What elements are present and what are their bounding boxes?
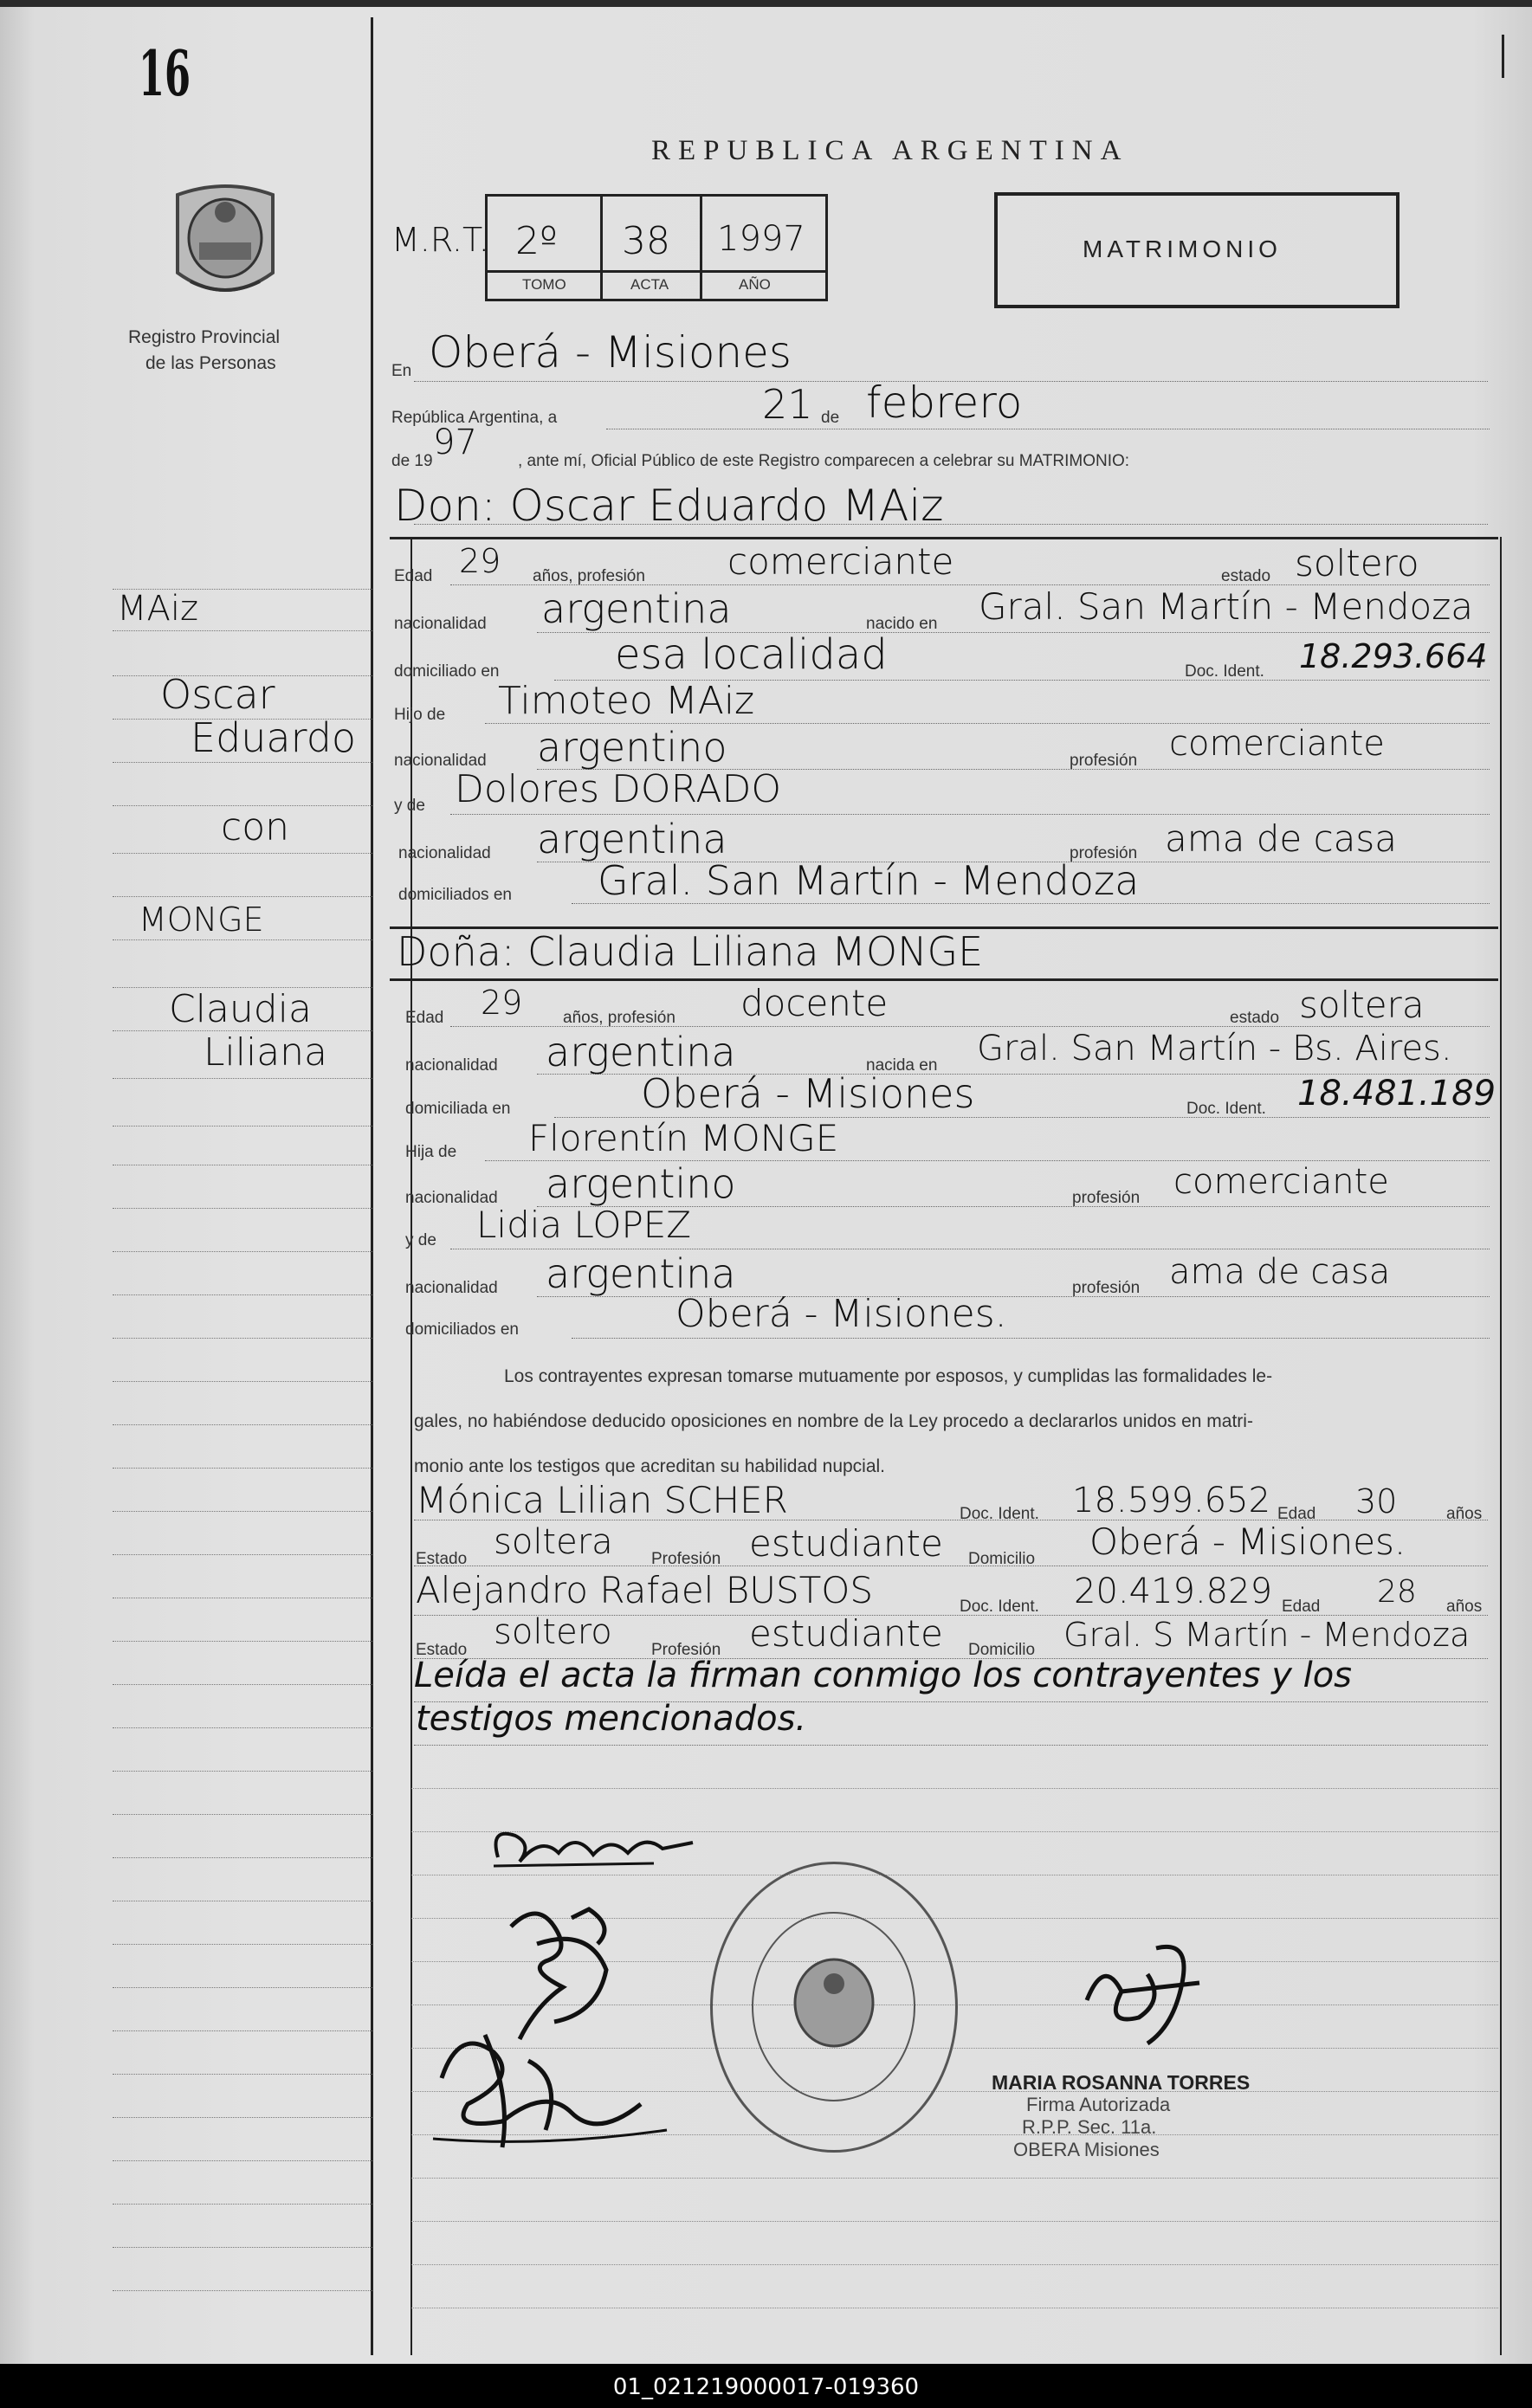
groom-edad-label: Edad	[394, 567, 433, 585]
signature-official	[1070, 1931, 1208, 2052]
bride-padre-prof: comerciante	[1173, 1162, 1389, 1202]
margin-names-bride-2: Liliana	[204, 1030, 327, 1075]
groom-padres-dom: Gral. San Martín - Mendoza	[598, 857, 1140, 904]
bride-doc-label: Doc. Ident.	[1186, 1100, 1266, 1118]
witness1-edad: 30	[1355, 1482, 1398, 1520]
official-title: Firma Autorizada	[1026, 2094, 1171, 2115]
registry-label-line1: Registro Provincial	[128, 327, 281, 347]
witness2-estado: soltero	[494, 1612, 612, 1652]
bride-nacionalidad: argentina	[546, 1029, 736, 1075]
bride-madre-prof-label: profesión	[1072, 1279, 1141, 1297]
mrt-ano-label: AÑO	[739, 276, 771, 293]
groom-madre-prof: ama de casa	[1165, 817, 1398, 860]
bride-estado: soltera	[1299, 984, 1425, 1026]
groom-doc-label: Doc. Ident.	[1185, 662, 1264, 681]
bride-hija-label: Hija de	[405, 1143, 457, 1161]
bride-madre-prof: ama de casa	[1169, 1252, 1391, 1292]
declaration-line-2: gales, no habiéndose deducido oposiciones en nombre de la Ley procedo a declararlos unidos en matri-	[414, 1411, 1253, 1431]
declaration-line-1: Los contrayentes expresan tomarse mutuamente por esposos, y cumplidas las formalidades le-	[504, 1366, 1273, 1386]
signature-groom	[481, 1810, 706, 1879]
margin-line-left	[371, 17, 373, 2355]
groom-estado-label: estado	[1221, 567, 1271, 585]
groom-profesion: comerciante	[727, 540, 954, 583]
footer-bar	[0, 2364, 1532, 2408]
witness2-dom-label: Domicilio	[968, 1641, 1036, 1659]
groom-nacido-label: nacido en	[866, 615, 938, 633]
footer-id: 01_021219000017-019360	[612, 2374, 920, 2400]
mrt-box	[485, 194, 828, 301]
record-type: MATRIMONIO	[1083, 236, 1282, 262]
groom-madre-nac-label: nacionalidad	[398, 844, 491, 862]
closing-line-2: testigos mencionados.	[416, 1699, 807, 1739]
mrt-ano-value: 1997	[717, 219, 805, 259]
groom-nac-label: nacionalidad	[394, 615, 487, 633]
witness2-prof-label: Profesión	[651, 1641, 721, 1659]
groom-padres-dom-label: domiciliados en	[398, 886, 512, 904]
page-number: 16	[139, 36, 191, 110]
groom-padre-nac: argentino	[537, 724, 727, 771]
groom-nacionalidad: argentina	[541, 585, 732, 632]
witness1-anos-label: años	[1446, 1505, 1483, 1523]
official-office: R.P.P. Sec. 11a.	[1022, 2116, 1157, 2138]
groom-dom-label: domiciliado en	[394, 662, 500, 681]
mrt-prefix: M.R.T.	[391, 221, 489, 259]
groom-padre-prof: comerciante	[1169, 724, 1385, 764]
bride-padre: Florentín MONGE	[528, 1117, 839, 1159]
intro-text: , ante mí, Oficial Público de este Registro comparecen a celebrar su MATRIMONIO:	[518, 452, 1130, 470]
bride-padres-dom-label: domiciliados en	[405, 1320, 519, 1339]
witness1-doc-label: Doc. Ident.	[960, 1505, 1039, 1523]
margin-names-groom-2: Eduardo	[191, 714, 357, 761]
registry-label-line2: de las Personas	[145, 353, 276, 373]
margin-surname-bride: MONGE	[139, 901, 264, 939]
mrt-tomo-label: TOMO	[522, 276, 566, 293]
groom-madre-prof-label: profesión	[1070, 844, 1138, 862]
republica-label: República Argentina, a	[391, 409, 558, 427]
witness1-estado: soltera	[494, 1522, 613, 1562]
witness1-dom-label: Domicilio	[968, 1550, 1036, 1568]
closing-line-1: Leída el acta la firman conmigo los contrayentes y los	[414, 1656, 1353, 1695]
witness2-estado-label: Estado	[416, 1641, 468, 1659]
groom-padre-nac-label: nacionalidad	[394, 752, 487, 770]
witness2-profesion: estudiante	[749, 1612, 943, 1655]
mrt-acta-label: ACTA	[630, 276, 669, 293]
bride-madre-nac-label: nacionalidad	[405, 1279, 498, 1297]
place: Oberá - Misiones	[429, 327, 792, 378]
year-prefix: de 19	[391, 452, 433, 470]
groom-yde-label: y de	[394, 797, 425, 815]
margin-names-groom-1: Oscar	[160, 671, 275, 718]
day: 21	[762, 381, 813, 428]
year-suffix: 97	[433, 423, 477, 462]
right-edge-line	[1500, 537, 1502, 2355]
margin-con: con	[221, 805, 289, 849]
witness2-doc: 20.419.829	[1074, 1572, 1273, 1611]
witness2-edad-label: Edad	[1282, 1598, 1321, 1616]
en-label: En	[391, 362, 412, 380]
witness2-edad: 28	[1377, 1574, 1417, 1610]
witness1-name: Mónica Lilian SCHER	[416, 1479, 788, 1521]
groom-padre: Timoteo MAiz	[498, 679, 755, 723]
declaration-line-3: monio ante los testigos que acreditan su habilidad nupcial.	[414, 1456, 886, 1476]
bride-nac-label: nacionalidad	[405, 1056, 498, 1075]
bride-madre-nac: argentina	[546, 1250, 736, 1297]
witness1-doc: 18.599.652	[1072, 1481, 1271, 1520]
bride-estado-label: estado	[1230, 1009, 1280, 1027]
bride-dom-label: domiciliada en	[405, 1100, 511, 1118]
groom-nacido-en: Gral. San Martín - Mendoza	[979, 585, 1473, 628]
witness1-prof-label: Profesión	[651, 1550, 721, 1568]
groom-padre-prof-label: profesión	[1070, 752, 1138, 770]
top-corner-mark	[1502, 35, 1504, 78]
bride-edad: 29	[481, 984, 523, 1022]
margin-surname-groom: MAiz	[117, 589, 198, 629]
bride-doc: 18.481.189	[1297, 1074, 1496, 1114]
witness1-domicilio: Oberá - Misiones.	[1089, 1520, 1406, 1563]
bride-padre-nac: argentino	[546, 1160, 736, 1207]
bride-yde-label: y de	[405, 1231, 436, 1249]
bride-madre: Lidia LOPEZ	[476, 1204, 692, 1246]
month: febrero	[866, 378, 1023, 428]
groom-edad: 29	[459, 542, 501, 580]
groom-anos-label: años, profesión	[533, 567, 645, 585]
bride-domicilio: Oberá - Misiones	[641, 1070, 975, 1117]
witness2-anos-label: años	[1446, 1598, 1483, 1616]
bride-nacida-en: Gral. San Martín - Bs. Aires.	[977, 1029, 1452, 1068]
mrt-tomo-value: 2º	[515, 219, 558, 263]
groom-madre-nac: argentina	[537, 816, 727, 862]
country-title: REPUBLICA ARGENTINA	[651, 135, 1129, 166]
bride-padre-nac-label: nacionalidad	[405, 1189, 498, 1207]
margin-names-bride-1: Claudia	[169, 987, 312, 1031]
bride-anos-label: años, profesión	[563, 1009, 676, 1027]
witness2-name: Alejandro Rafael BUSTOS	[416, 1569, 873, 1611]
witness1-profesion: estudiante	[749, 1522, 943, 1565]
groom-heading: Don: Oscar Eduardo MAiz	[394, 481, 944, 531]
witness1-estado-label: Estado	[416, 1550, 468, 1568]
de-label: de	[821, 409, 840, 427]
bride-padres-dom: Oberá - Misiones.	[676, 1292, 1007, 1336]
bride-profesion: docente	[740, 982, 889, 1024]
mrt-acta-value: 38	[622, 219, 670, 263]
bride-heading: Doña: Claudia Liliana MONGE	[397, 928, 984, 975]
groom-domicilio: esa localidad	[615, 630, 888, 679]
record-type-box	[994, 192, 1399, 308]
bride-padre-prof-label: profesión	[1072, 1189, 1141, 1207]
official-city: OBERA Misiones	[1013, 2139, 1160, 2160]
page-top-edge	[0, 0, 1532, 7]
witness2-doc-label: Doc. Ident.	[960, 1598, 1039, 1616]
groom-estado: soltero	[1295, 542, 1419, 584]
official-stamp	[710, 1862, 958, 2153]
bride-edad-label: Edad	[405, 1009, 444, 1027]
groom-hijo-label: Hijo de	[394, 706, 446, 724]
official-name: MARIA ROSANNA TORRES	[992, 2071, 1251, 2094]
witness2-domicilio: Gral. S Martín - Mendoza	[1063, 1616, 1471, 1654]
groom-madre: Dolores DORADO	[455, 767, 781, 811]
groom-doc: 18.293.664	[1299, 637, 1488, 675]
bride-nacida-label: nacida en	[866, 1056, 938, 1075]
coat-of-arms-emblem	[169, 178, 281, 307]
witness1-edad-label: Edad	[1277, 1505, 1316, 1523]
signature-witnesses	[416, 2009, 676, 2156]
stamp-emblem	[786, 1951, 882, 2055]
